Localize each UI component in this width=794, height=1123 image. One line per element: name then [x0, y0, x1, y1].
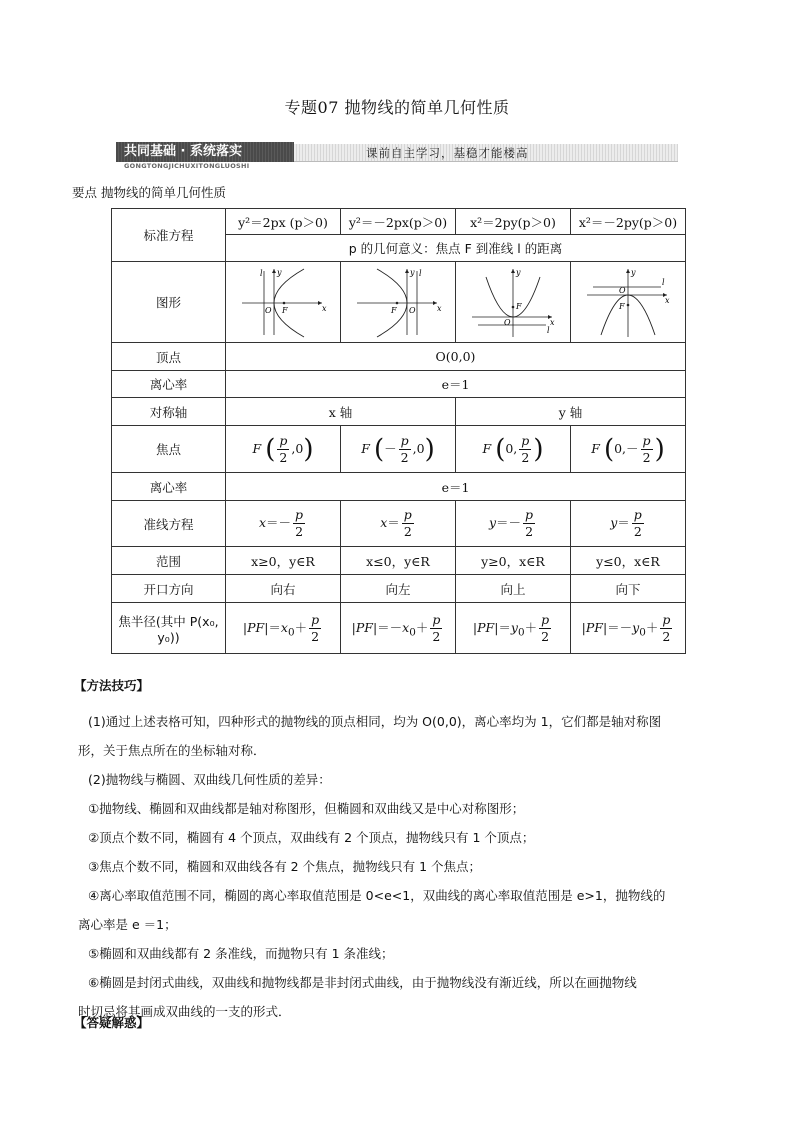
focus-left: F (－ $\frac{p}{2}$ ,0): [341, 426, 456, 473]
svg-text:y: y: [516, 268, 521, 277]
svg-text:y: y: [631, 268, 636, 277]
label-directrix: 准线方程: [112, 501, 226, 547]
svg-text:F: F: [619, 302, 625, 311]
label-eccentricity-2: 离心率: [112, 473, 226, 501]
banner-subtitle: 课前自主学习，基稳才能楼高: [366, 146, 529, 160]
svg-text:F: F: [391, 306, 397, 315]
compare-4-line-1: ④离心率取值范围不同，椭圆的离心率取值范围是 0<e<1，双曲线的离心率取值范围是 e>1，抛物线的: [88, 888, 666, 903]
parabola-down-figure: [583, 265, 673, 339]
svg-text:y: y: [277, 268, 282, 277]
radius-right: $|PF|=x_0+$ $\frac{p}{2}$: [226, 603, 341, 654]
range-left: x≤0，y∈R: [341, 547, 456, 575]
range-up: y≥0，x∈R: [456, 547, 571, 575]
eq-down: x²＝－2py(p＞0): [571, 209, 686, 235]
compare-2: ②顶点个数不同，椭圆有 4 个顶点，双曲线有 2 个顶点，抛物线只有 1 个顶点；: [88, 830, 535, 845]
compare-6-line-2: 时切忌将其画成双曲线的一支的形式．: [78, 1004, 291, 1019]
directrix-right: x＝－ $\frac{p}{2}$: [226, 501, 341, 547]
graph-up: [456, 262, 571, 343]
parabola-up-figure: [468, 265, 558, 339]
svg-text:O: O: [619, 286, 626, 295]
axis-x: x 轴: [226, 398, 456, 426]
label-focal-radius-line2: y₀)): [157, 629, 180, 645]
range-down: y≤0，x∈R: [571, 547, 686, 575]
open-down: 向下: [571, 575, 686, 603]
parabola-right-figure: [238, 265, 328, 339]
parabola-left-figure: [353, 265, 443, 339]
radius-left: $|PF|=-x_0+$ $\frac{p}{2}$: [341, 603, 456, 654]
directrix-left: x＝ $\frac{p}{2}$: [341, 501, 456, 547]
open-left: 向左: [341, 575, 456, 603]
radius-down: $|PF|=-y_0+$ $\frac{p}{2}$: [571, 603, 686, 654]
open-right: 向右: [226, 575, 341, 603]
keypoint-heading: 要点 抛物线的简单几何性质: [72, 185, 226, 200]
axis-y: y 轴: [456, 398, 686, 426]
svg-text:O: O: [504, 318, 511, 327]
method-1-line-2: 形，关于焦点所在的坐标轴对称．: [78, 743, 266, 758]
label-standard-equation: 标准方程: [112, 209, 226, 262]
svg-text:l: l: [547, 326, 550, 335]
range-right: x≥0，y∈R: [226, 547, 341, 575]
compare-5: ⑤椭圆和双曲线都有 2 条准线，而抛物只有 1 条准线；: [88, 946, 394, 961]
label-opening: 开口方向: [112, 575, 226, 603]
focus-right: F ( $\frac{p}{2}$ ,0): [226, 426, 341, 473]
focus-down: F (0,－ $\frac{p}{2}$ ): [571, 426, 686, 473]
eq-left: y²＝－2px(p＞0): [341, 209, 456, 235]
graph-left: [341, 262, 456, 343]
label-range: 范围: [112, 547, 226, 575]
directrix-up: y＝－ $\frac{p}{2}$: [456, 501, 571, 547]
svg-text:O: O: [265, 306, 272, 315]
svg-text:x: x: [322, 304, 327, 313]
svg-text:y: y: [410, 268, 415, 277]
label-vertex: 顶点: [112, 343, 226, 371]
vertex-value: O(0,0): [226, 343, 686, 371]
svg-text:x: x: [550, 318, 555, 327]
svg-text:l: l: [260, 269, 263, 278]
eccentricity-value-2: e＝1: [226, 473, 686, 501]
label-graph: 图形: [112, 262, 226, 343]
svg-text:l: l: [662, 278, 665, 287]
methods-heading: 【方法技巧】: [74, 678, 150, 693]
compare-4-line-2: 离心率是 e ＝1；: [78, 917, 177, 932]
banner-main-label: 共同基础 · 系统落实: [116, 142, 294, 162]
svg-text:l: l: [419, 269, 422, 278]
p-meaning: p 的几何意义：焦点 F 到准线 l 的距离: [226, 235, 686, 262]
radius-up: $|PF|=y_0+$ $\frac{p}{2}$: [456, 603, 571, 654]
compare-1: ①抛物线、椭圆和双曲线都是轴对称图形，但椭圆和双曲线又是中心对称图形；: [88, 801, 525, 816]
svg-text:x: x: [437, 304, 442, 313]
compare-3: ③焦点个数不同，椭圆和双曲线各有 2 个焦点，抛物线只有 1 个焦点；: [88, 859, 482, 874]
svg-text:F: F: [516, 302, 522, 311]
method-2: (2)抛物线与椭圆、双曲线几何性质的差异：: [88, 772, 331, 787]
label-focus: 焦点: [112, 426, 226, 473]
methods-body: [78, 707, 718, 1026]
method-1-line-1: (1)通过上述表格可知，四种形式的抛物线的顶点相同，均为 O(0,0)，离心率均为 1，它们都是轴对称图: [88, 714, 662, 729]
open-up: 向上: [456, 575, 571, 603]
parabola-properties-table: [111, 208, 686, 654]
directrix-down: y＝ $\frac{p}{2}$: [571, 501, 686, 547]
answers-heading: 【答疑解惑】: [74, 1015, 150, 1030]
label-eccentricity: 离心率: [112, 371, 226, 398]
graph-down: [571, 262, 686, 343]
svg-text:x: x: [665, 296, 670, 305]
eq-up: x²＝2py(p＞0): [456, 209, 571, 235]
focus-up: F (0, $\frac{p}{2}$ ): [456, 426, 571, 473]
eccentricity-value: e＝1: [226, 371, 686, 398]
banner-pinyin: GONGTONGJICHUXITONGLUOSHI: [124, 162, 250, 170]
label-symmetry-axis: 对称轴: [112, 398, 226, 426]
page-title: 专题07 抛物线的简单几何性质: [284, 98, 510, 117]
svg-text:F: F: [282, 306, 288, 315]
section-banner: [116, 142, 678, 170]
svg-text:O: O: [409, 306, 416, 315]
graph-right: [226, 262, 341, 343]
eq-right: y²＝2px (p＞0): [226, 209, 341, 235]
label-focal-radius: [112, 603, 226, 654]
compare-6-line-1: ⑥椭圆是封闭式曲线，双曲线和抛物线都是非封闭式曲线，由于抛物线没有渐近线，所以在画抛物线: [88, 975, 637, 990]
label-focal-radius-line1: 焦半径(其中 P(x₀,: [118, 613, 219, 629]
